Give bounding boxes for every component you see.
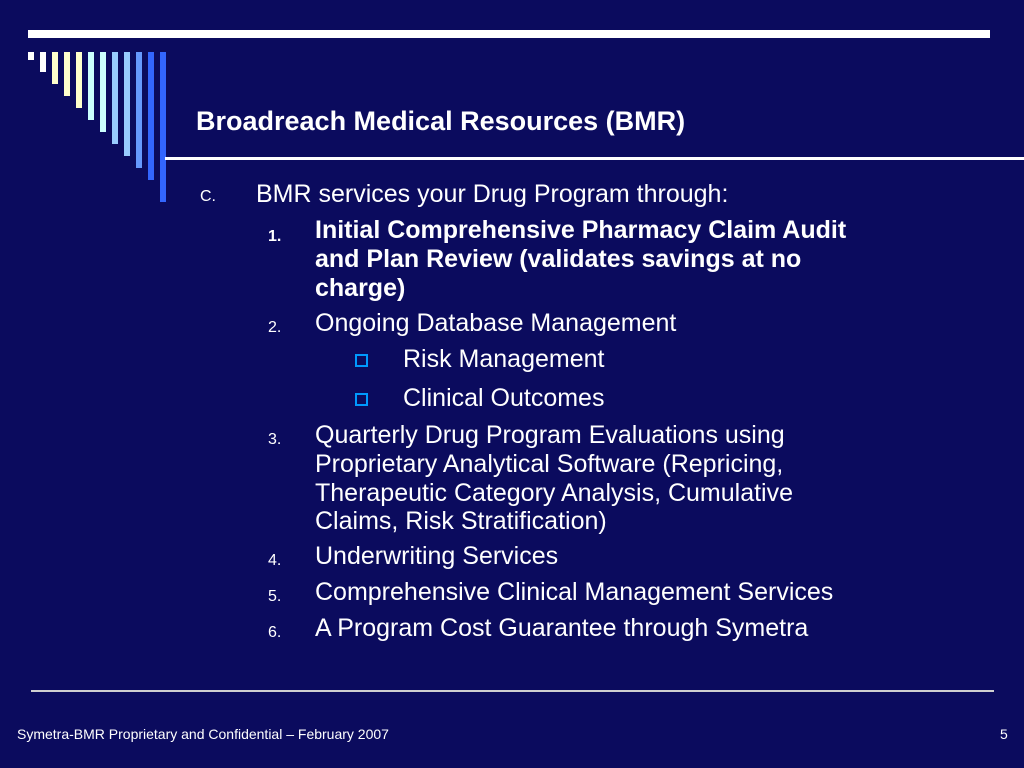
list-item-line: Claims, Risk Stratification) <box>315 507 607 535</box>
square-bullet-icon <box>355 393 368 406</box>
list-marker: 1. <box>268 228 282 245</box>
list-item: A Program Cost Guarantee through Symetra <box>315 614 809 642</box>
list-marker: 6. <box>268 624 282 641</box>
list-item: Ongoing Database Management <box>315 309 677 337</box>
footer-rule <box>31 690 994 692</box>
list-item-line: and Plan Review (validates savings at no <box>315 245 802 273</box>
list-item: Comprehensive Clinical Management Services <box>315 578 834 606</box>
outline-marker: C. <box>200 188 216 205</box>
square-bullet-icon <box>355 354 368 367</box>
list-item-line: Initial Comprehensive Pharmacy Claim Audit <box>315 216 847 244</box>
sub-list-item: Clinical Outcomes <box>403 384 605 412</box>
list-marker: 5. <box>268 588 282 605</box>
list-marker: 3. <box>268 431 282 448</box>
outline-heading: BMR services your Drug Program through: <box>256 180 729 208</box>
slide-title: Broadreach Medical Resources (BMR) <box>196 106 686 136</box>
list-item-line: charge) <box>315 274 406 302</box>
list-item-line: Proprietary Analytical Software (Repricing, <box>315 450 784 478</box>
list-item: Underwriting Services <box>315 542 559 570</box>
list-item-line: Quarterly Drug Program Evaluations using <box>315 421 785 449</box>
page-number: 5 <box>1000 726 1008 742</box>
list-marker: 2. <box>268 319 282 336</box>
list-marker: 4. <box>268 552 282 569</box>
sub-list-item: Risk Management <box>403 345 605 373</box>
footer-text: Symetra-BMR Proprietary and Confidential – February 2007 <box>17 726 389 742</box>
list-item-line: Therapeutic Category Analysis, Cumulative <box>315 479 794 507</box>
